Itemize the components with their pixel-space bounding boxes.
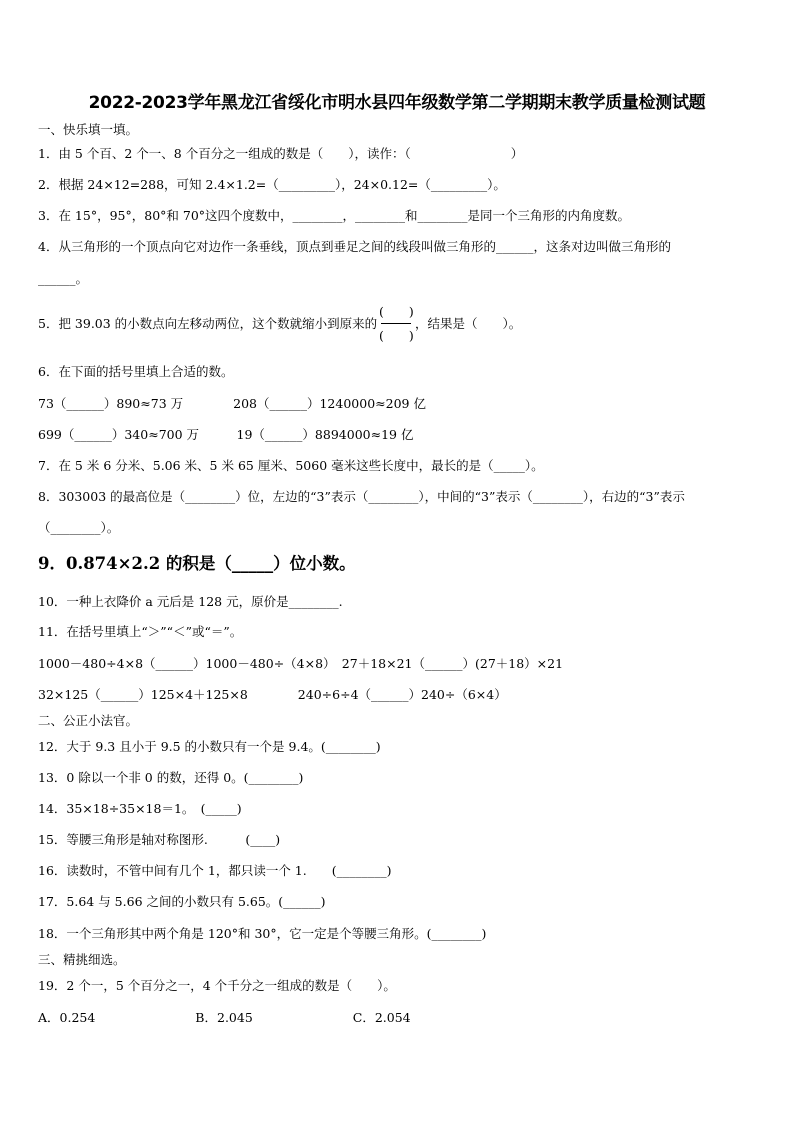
question-11: 11．在括号里填上“＞”“＜”或“＝”。 [38, 624, 243, 639]
question-8-cont: （________）。 [38, 520, 120, 535]
question-18: 18．一个三角形其中两个角是 120°和 30°，它一定是个等腰三角形。(________) [38, 926, 487, 941]
question-7: 7．在 5 米 6 分米、5.06 米、5 米 65 厘米、5060 毫米这些长度中，最长的是（_____）。 [38, 458, 544, 473]
question-6: 6．在下面的括号里填上合适的数。 [38, 364, 234, 379]
question-5-tail: ，结果是（ ）。 [415, 316, 522, 331]
question-3: 3．在 15°，95°，80°和 70°这四个度数中，________，________和________是同一个三角形的内角度数。 [38, 208, 631, 223]
section-heading: 三、精挑细选。 [38, 952, 126, 967]
question-17: 17．5.64 与 5.66 之间的小数只有 5.65。(______) [38, 894, 326, 909]
question-2: 2．根据 24×12=288，可知 2.4×1.2=（_________），24×0.12=（_________）。 [38, 177, 506, 192]
page-title: 2022-2023学年黑龙江省绥化市明水县四年级数学第二学期期末教学质量检测试题 [88, 93, 706, 113]
question-19-options: A．0.254 B．2.045 C．2.054 [38, 1010, 411, 1025]
section-heading: 二、公正小法官。 [38, 713, 139, 728]
question-4: 4．从三角形的一个顶点向它对边作一条垂线，顶点到垂足之间的线段叫做三角形的______，这条对边叫做三角形的 [38, 239, 671, 254]
question-10: 10．一种上衣降价 a 元后是 128 元，原价是________. [38, 594, 343, 609]
question-5-fraction [379, 302, 413, 346]
question-19: 19．2 个一，5 个百分之一，4 个千分之一组成的数是（ ）。 [38, 978, 396, 993]
question-8: 8．303003 的最高位是（________）位，左边的“3”表示（________），中间的“3”表示（________），右边的“3”表示 [38, 489, 685, 504]
question-15: 15．等腰三角形是轴对称图形. (____) [38, 832, 281, 847]
question-4-cont: ______。 [38, 271, 89, 286]
section-heading: 一、快乐填一填。 [38, 122, 139, 137]
fraction-denominator: ( ) [379, 328, 414, 343]
fraction-numerator: ( ) [379, 304, 414, 319]
question-13: 13．0 除以一个非 0 的数，还得 0。(________) [38, 770, 304, 785]
question-16: 16．读数时，不管中间有几个 1，都只读一个 1. (________) [38, 863, 392, 878]
question-1: 1．由 5 个百、2 个一、8 个百分之一组成的数是（ ），读作：（ ） [38, 146, 524, 161]
question-14: 14．35×18÷35×18＝1。 (_____) [38, 801, 242, 816]
question-5: 5．把 39.03 的小数点向左移动两位，这个数就缩小到原来的 [38, 316, 378, 331]
question-11-row-1: 1000－480÷4×8（______）1000－480÷（4×8） 27＋18×21（______）(27＋18）×21 [38, 656, 564, 671]
question-6-row-2: 699（______）340≈700 万 19（______）8894000≈19 亿 [38, 427, 414, 442]
question-12: 12．大于 9.3 且小于 9.5 的小数只有一个是 9.4。(________) [38, 739, 381, 754]
fraction-bar [381, 323, 411, 324]
question-9: 9．0.874×2.2 的积是（_____）位小数。 [38, 554, 356, 573]
question-6-row-1: 73（______）890≈73 万 208（______）1240000≈209 亿 [38, 396, 426, 411]
question-11-row-2: 32×125（______）125×4＋125×8 240÷6÷4（______）240÷（6×4） [38, 687, 507, 702]
